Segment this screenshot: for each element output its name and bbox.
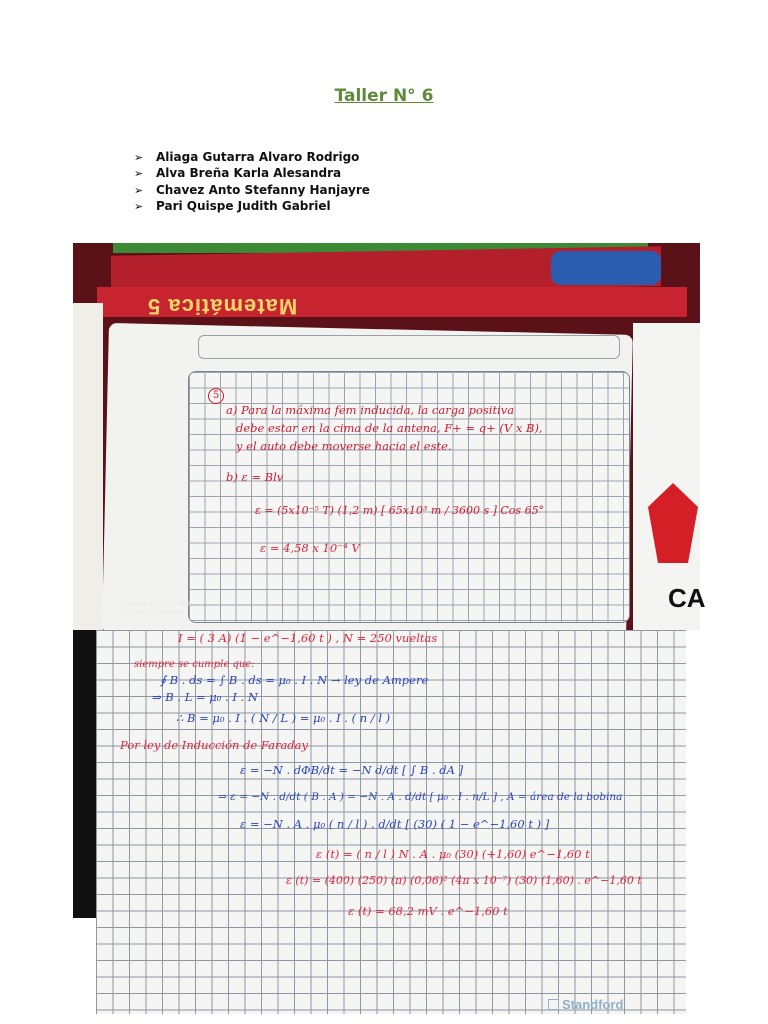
sign-text: CA bbox=[668, 583, 706, 613]
handwritten-line: ε (t) = (400) (250) (π) (0,06)² (4π x 10⁻⁷) (30) (1,60) . e^−1,60 t bbox=[286, 874, 642, 887]
author-item bbox=[134, 182, 370, 198]
handwritten-result: ε (t) = 68,2 mV . e^−1,60 t bbox=[348, 904, 508, 918]
handwritten-line: ε = −N . A . μ₀ ( n / l ) . d/dt [ (30) ( 1 − e^−1,60 t ) ] bbox=[240, 817, 550, 831]
blue-object bbox=[551, 251, 661, 285]
handwritten-line: ∴ B = μ₀ . I . ( N / L ) = μ₀ . I . ( n / l ) bbox=[176, 711, 391, 725]
camera-watermark: REDMI NOTE 9 PRO AI QUAD CAMERA bbox=[123, 601, 190, 617]
handwritten-line: b) ε = Blv bbox=[226, 470, 284, 484]
math-book-title: Matemática 5 bbox=[147, 294, 298, 319]
problem-number: 5 bbox=[208, 388, 224, 404]
handwritten-line: ε = (5x10⁻⁵ T) (1,2 m) [ 65x10³ m / 3600 s ] Cos 65° bbox=[255, 504, 545, 517]
brand-logo-icon bbox=[548, 999, 559, 1010]
author-name: Pari Quispe Judith Gabriel bbox=[156, 198, 331, 213]
brand-label: Standford bbox=[548, 997, 623, 1012]
author-name: Alva Breña Karla Alesandra bbox=[156, 166, 342, 181]
handwritten-line: I = ( 3 A) (1 − e^−1,60 t ) , N = 250 vueltas bbox=[178, 631, 438, 645]
author-item bbox=[134, 149, 370, 165]
notebook-header-box bbox=[198, 335, 620, 359]
arrow-bullet-icon: ➢ bbox=[134, 151, 144, 164]
page-title: Taller N° 6 bbox=[334, 86, 434, 106]
handwritten-line: Por ley de Inducción de Faraday bbox=[120, 738, 309, 752]
arrow-bullet-icon: ➢ bbox=[134, 199, 144, 213]
paper-edge bbox=[73, 303, 103, 630]
notebook-photo-1 bbox=[73, 243, 706, 630]
dark-edge bbox=[73, 630, 96, 918]
handwritten-line: debe estar en la cima de la antena, F+ = q+ (V x B), bbox=[236, 421, 543, 435]
author-list bbox=[134, 149, 370, 214]
author-name: Aliaga Gutarra Alvaro Rodrigo bbox=[156, 150, 360, 164]
handwritten-line: siempre se cumple que: bbox=[134, 659, 255, 670]
arrow-bullet-icon: ➢ bbox=[134, 167, 144, 181]
author-item bbox=[134, 165, 370, 181]
handwritten-line: ε (t) = ( n / l ) N . A . μ₀ (30) (+1,60) e^−1,60 t bbox=[316, 847, 590, 861]
handwritten-result: ε = 4,58 x 10⁻⁴ V bbox=[260, 541, 360, 555]
handwritten-line: ⇒ ε = −N . d/dt ( B . A ) = −N . A . d/dt [ μ₀ . I . n/L ] , A = área de la bobina bbox=[218, 791, 623, 803]
handwritten-line: y el auto debe moverse hacia el este. bbox=[236, 439, 452, 453]
handwritten-line: a) Para la máxima fem inducida, la carga positiva bbox=[226, 403, 515, 417]
handwritten-line: ε = −N . dΦB/dt = −N d/dt [ ∫ B . dA ] bbox=[240, 763, 464, 777]
handwritten-line: ⇒ B . L = μ₀ . I . N bbox=[152, 690, 258, 704]
author-item bbox=[134, 198, 370, 214]
handwritten-line: ∮ B . ds = ∫ B . ds = μ₀ . I . N → ley de Ampere bbox=[160, 673, 429, 687]
arrow-bullet-icon: ➢ bbox=[134, 183, 144, 197]
author-name: Chavez Anto Stefanny Hanjayre bbox=[156, 182, 370, 197]
